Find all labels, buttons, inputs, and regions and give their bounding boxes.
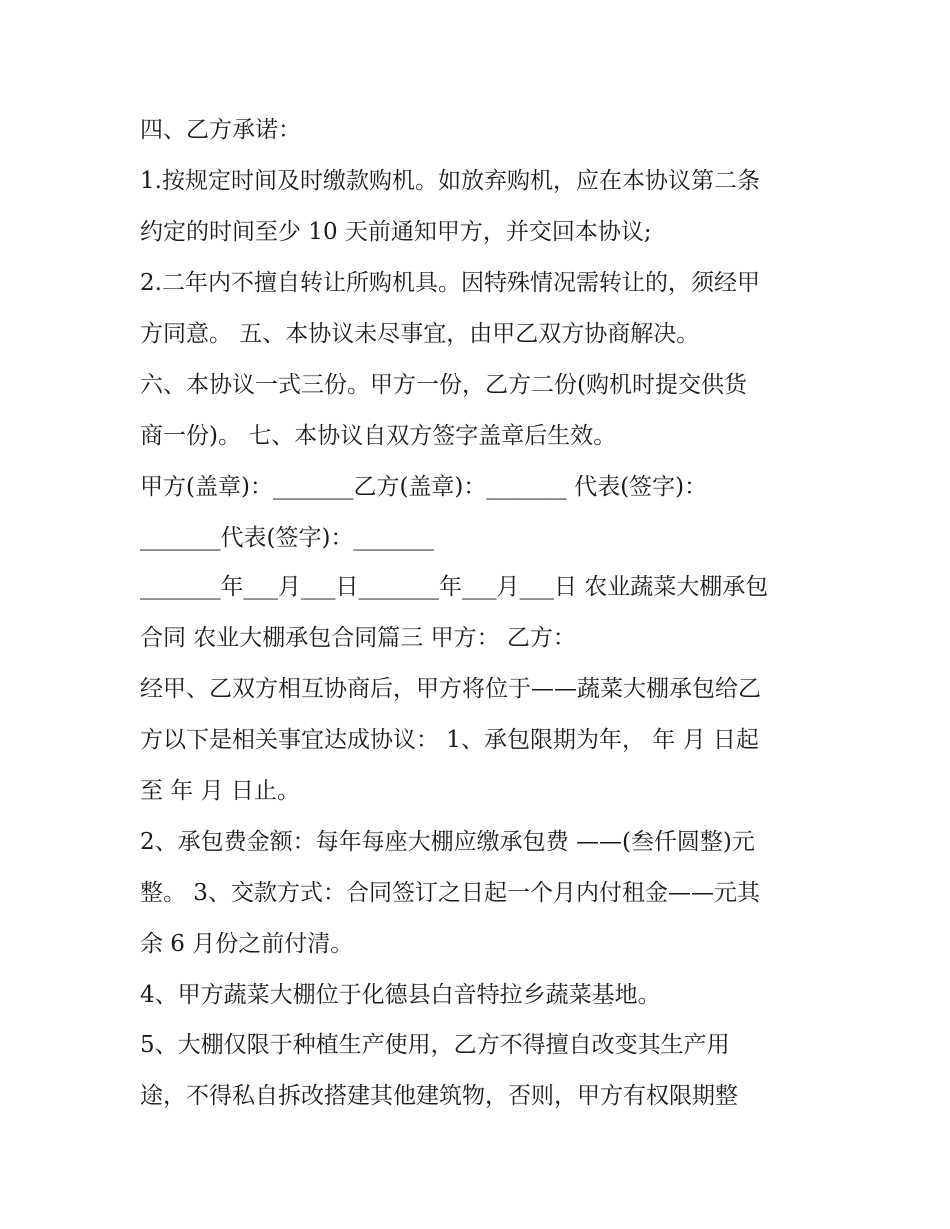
document-line: 经甲、乙双方相互协商后，甲方将位于——蔬菜大棚承包给乙 [140,676,761,702]
document-line: 2、承包费金额：每年每座大棚应缴承包费 ——(叁仟圆整)元 [140,829,755,855]
document-line: 四、乙方承诺： [140,117,301,143]
document-line: 甲方(盖章)：_______乙方(盖章)：_______ 代表(签字)： [140,474,708,500]
document-line: 约定的时间至少 10 天前通知甲方，并交回本协议; [140,219,652,245]
document-line: 商一份)。 七、本协议自双方签字盖章后生效。 [140,423,617,449]
document-line: _______年___月___日_______年___月___日 农业蔬菜大棚承包 [140,574,769,600]
document-line: 六、本协议一式三份。甲方一份，乙方二份(购机时提交供货 [140,372,747,398]
document-line: _______代表(签字)：_______ [140,525,434,551]
document-line: 至 年 月 日止。 [140,778,300,804]
document-line: 途，不得私自拆改搭建其他建筑物，否则，甲方有权限期整 [140,1083,738,1109]
document-line: 合同 农业大棚承包合同篇三 甲方： 乙方： [140,625,576,651]
document-line: 2.二年内不擅自转让所购机具。因特殊情况需转让的，须经甲 [140,270,760,296]
document-line: 方以下是相关事宜达成协议： 1、承包限期为年， 年 月 日起 [140,727,759,753]
document-line: 1.按规定时间及时缴款购机。如放弃购机，应在本协议第二条 [140,168,760,194]
document-line: 4、甲方蔬菜大棚位于化德县白音特拉乡蔬菜基地。 [140,982,661,1008]
document-line: 余 6 月份之前付清。 [140,931,354,957]
document-line: 5、大棚仅限于种植生产使用，乙方不得擅自改变其生产用 [140,1032,730,1058]
document-line: 方同意。 五、本协议未尽事宜，由甲乙双方协商解决。 [140,321,700,347]
document-line: 整。 3、交款方式：合同签订之日起一个月内付租金——元其 [140,880,760,906]
